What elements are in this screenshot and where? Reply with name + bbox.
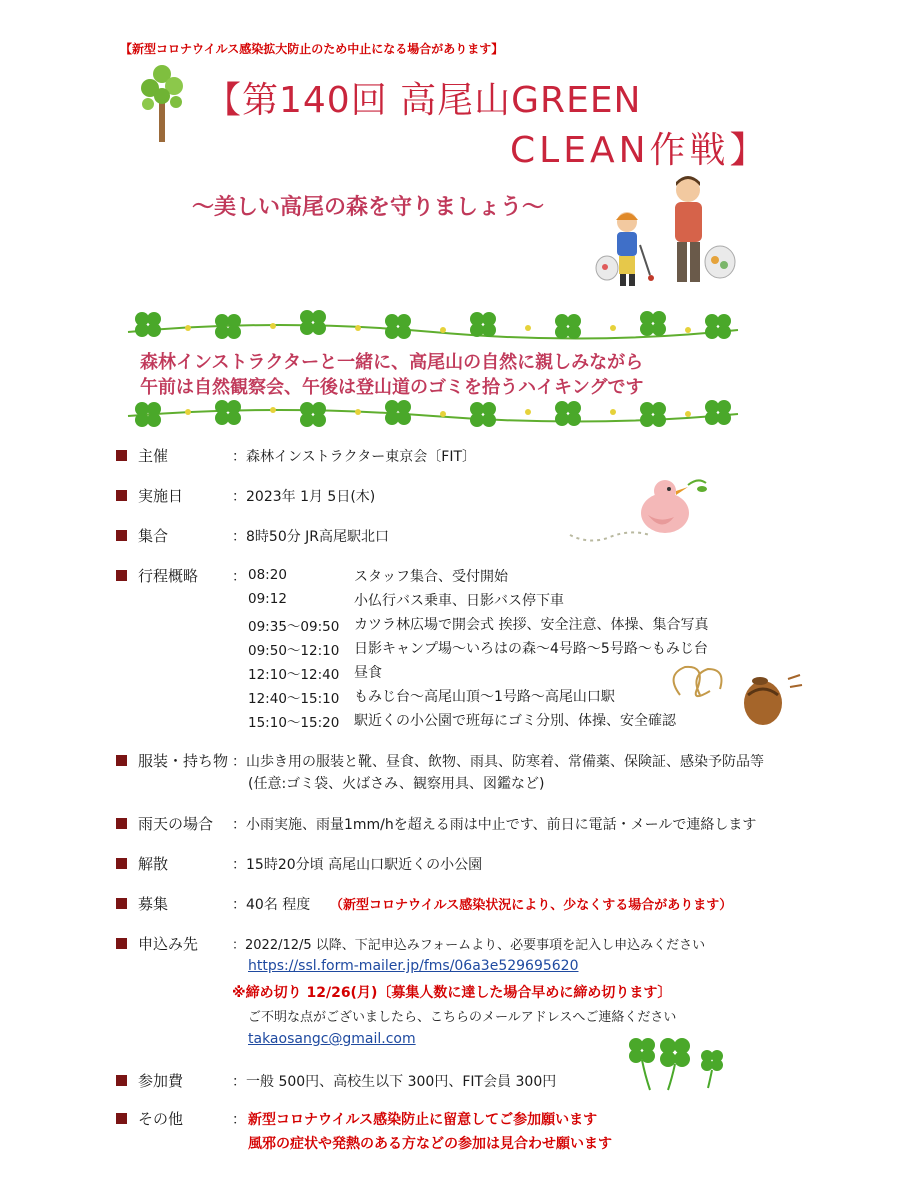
belongings-optional: (任意:ゴミ袋、火ばさみ、観察用具、図鑑など) [248, 776, 545, 792]
rain-label: 雨天の場合 [138, 815, 214, 833]
dismissal-label: 解散 [138, 855, 169, 873]
schedule-colon: ： [232, 569, 246, 585]
bullet-icon [116, 1075, 127, 1086]
cleanup-family-illustration [595, 170, 745, 295]
meeting-value: ：8時50分 JR高尾駅北口 [232, 529, 390, 545]
recruitment-note: （新型コロナウイルス感染状況により、少なくする場合があります） [330, 898, 733, 913]
schedule-time: 12:40～15:10 [248, 691, 340, 707]
event-subtitle: ～美しい高尾の森を守りましょう～ [192, 195, 545, 220]
bird-icon [570, 475, 730, 550]
recruitment-value: ：40名 程度 [232, 897, 311, 913]
schedule-time: 09:50～12:10 [248, 643, 340, 659]
schedule-time: 09:35～09:50 [248, 619, 340, 635]
schedule-time: 08:20 [248, 567, 287, 583]
covid-notice: 【新型コロナウイルス感染拡大防止のため中止になる場合があります】 [120, 42, 504, 56]
bullet-icon [116, 858, 127, 869]
fee-label: 参加費 [138, 1072, 184, 1090]
schedule-time: 15:10～15:20 [248, 715, 340, 731]
meeting-label: 集合 [138, 527, 169, 545]
bullet-icon [116, 938, 127, 949]
dismissal-value: ：15時20分頃 高尾山口駅近くの小公園 [232, 857, 483, 873]
schedule-desc: 昼食 [354, 665, 382, 681]
schedule-time: 09:12 [248, 591, 287, 607]
intro-line-1: 森林インストラクターと一緒に、高尾山の自然に親しみながら [140, 352, 644, 373]
contact-text: ご不明な点がございましたら、こちらのメールアドレスへご連絡ください [248, 1010, 677, 1025]
other-line-2: 風邪の症状や発熱のある方などの参加は見合わせ願います [248, 1136, 612, 1152]
schedule-desc: 小仏行バス乗車、日影バス停下車 [354, 593, 564, 609]
schedule-desc: 日影キャンプ場～いろはの森～4号路～5号路～もみじ台 [354, 641, 708, 657]
acorn-icon [660, 655, 810, 730]
application-label: 申込み先 [138, 935, 199, 953]
organizer-label: 主催 [138, 447, 169, 465]
application-deadline: ※締め切り 12/26(月)〔募集人数に達した場合早めに締め切ります〕 [232, 985, 672, 1001]
bullet-icon [116, 898, 127, 909]
belongings-value: ：山歩き用の服装と靴、昼食、飲物、雨具、防寒着、常備薬、保険証、感染予防品等 [232, 754, 764, 770]
event-title-line2: CLEAN作戦】 [510, 130, 770, 171]
other-label: その他 [138, 1110, 184, 1128]
tree-icon [138, 62, 188, 144]
clover-icon [620, 1030, 740, 1095]
bullet-icon [116, 570, 127, 581]
contact-email-link[interactable]: takaosangc@gmail.com [248, 1031, 416, 1047]
organizer-value: ：森林インストラクター東京会〔FIT〕 [232, 449, 477, 465]
recruitment-label: 募集 [138, 895, 169, 913]
other-line-1: 新型コロナウイルス感染防止に留意してご参加願います [248, 1112, 598, 1128]
clover-border-bottom [128, 396, 738, 436]
clover-border-top [128, 306, 738, 346]
bullet-icon [116, 755, 127, 766]
bullet-icon [116, 1113, 127, 1124]
bullet-icon [116, 530, 127, 541]
bullet-icon [116, 818, 127, 829]
other-colon: ： [232, 1112, 246, 1128]
schedule-desc: カツラ林広場で開会式 挨拶、安全注意、体操、集合写真 [354, 617, 709, 633]
schedule-desc: 駅近くの小公園で班毎にゴミ分別、体操、安全確認 [354, 713, 676, 729]
rain-value: ：小雨実施、雨量1mm/hを超える雨は中止です、前日に電話・メールで連絡します [232, 817, 757, 833]
intro-line-2: 午前は自然観察会、午後は登山道のゴミを拾うハイキングです [140, 377, 644, 398]
event-title-line1: 【第140回 高尾山GREEN [205, 80, 642, 121]
schedule-label: 行程概略 [138, 567, 199, 585]
schedule-time: 12:10～12:40 [248, 667, 340, 683]
fee-value: ：一般 500円、高校生以下 300円、FIT会員 300円 [232, 1074, 557, 1090]
bullet-icon [116, 450, 127, 461]
date-value: ：2023年 1月 5日(木) [232, 489, 376, 505]
belongings-label: 服装・持ち物 [138, 752, 229, 770]
schedule-desc: スタッフ集合、受付開始 [354, 569, 508, 585]
bullet-icon [116, 490, 127, 501]
schedule-desc: もみじ台～高尾山頂～1号路～高尾山口駅 [354, 689, 615, 705]
application-instruction: ：2022/12/5 以降、下記申込みフォームより、必要事項を記入し申込みください [232, 938, 706, 953]
application-form-link[interactable]: https://ssl.form-mailer.jp/fms/06a3e529695620 [248, 958, 579, 974]
date-label: 実施日 [138, 487, 184, 505]
